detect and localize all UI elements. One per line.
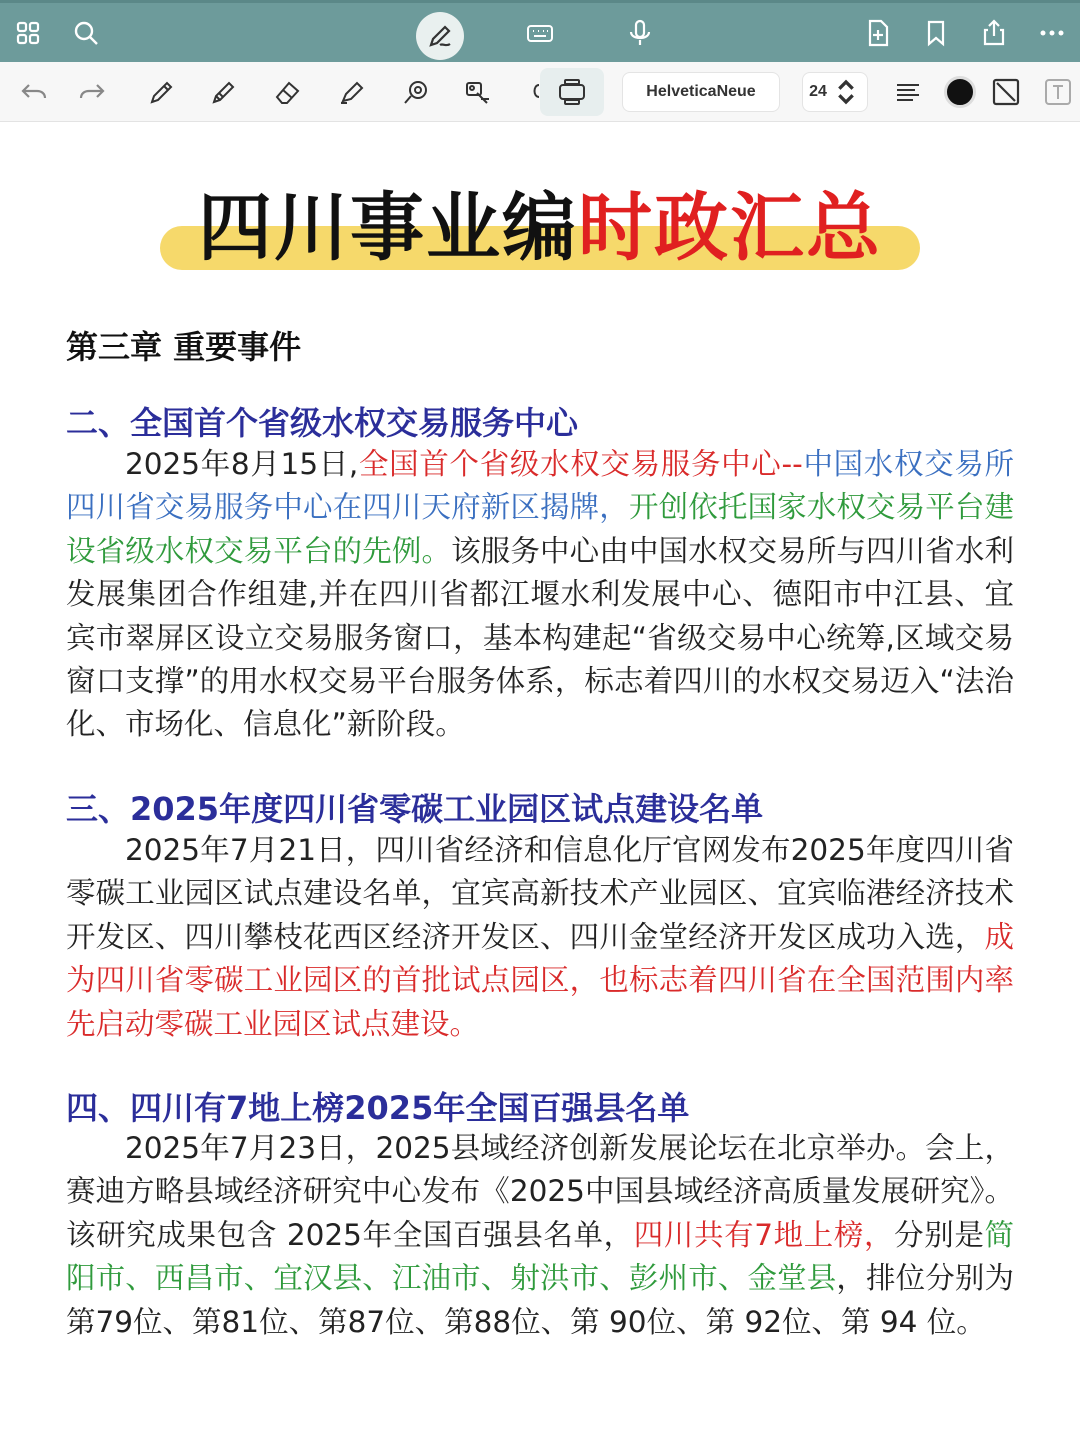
section-heading-2: 二、全国首个省级水权交易服务中心: [66, 404, 579, 442]
title-red-part: 时政汇总: [578, 185, 882, 271]
text-run-red: 四川共有7地上榜，: [633, 1217, 895, 1252]
title-block: [160, 178, 920, 278]
pen-icon[interactable]: [416, 12, 464, 60]
chapter-heading: 第三章 重要事件: [66, 328, 302, 366]
text-run-blue: 中国水权交易所四川省交易服务中心在四川天府新区揭牌，: [66, 447, 1014, 525]
tool-row: [0, 62, 1080, 122]
add-page-icon[interactable]: [860, 15, 896, 51]
text-box-icon[interactable]: [1040, 74, 1076, 110]
align-icon[interactable]: [890, 74, 926, 110]
section-body-2: [66, 443, 1014, 747]
section-body-4: [66, 1127, 1014, 1344]
pen-tool-icon[interactable]: [144, 74, 180, 110]
chevron-updown-icon: [831, 77, 861, 107]
text-run-red: 成为四川省零碳工业园区的首批试点园区，也标志着四川省在全国范围内率先启动零碳工业园区试点建设。: [66, 919, 1014, 1041]
text-run-green: 开创依托国家水权交易平台建设省级水权交易平台的先例。: [66, 490, 1014, 568]
text-run: 2025年7月21日，四川省经济和信息化厅官网发布2025年度四川省零碳工业园区试点建设名单，宜宾高新技术产业园区、宜宾临港经济技术开发区、四川攀枝花西区经济开发区、四川金堂经济开发区成功入选，: [66, 833, 1014, 954]
top-toolbar: [0, 0, 1080, 62]
keyboard-icon[interactable]: [522, 15, 558, 51]
color-icon[interactable]: [944, 76, 976, 108]
font-size-value: 24: [809, 83, 827, 100]
text-run-red: 全国首个省级水权交易服务中心--: [358, 447, 803, 481]
text-run: 分别是: [894, 1217, 985, 1252]
font-size-selector[interactable]: [802, 72, 868, 112]
text-run: 该服务中心由中国水权交易所与四川省水利发展集团合作组建,并在四川省都江堰水利发展中心、德阳市中江县、宜宾市翠屏区设立交易服务窗口，基本构建起“省级交易中心统筹,区域交易窗口支撑”的用水权交易平台服务体系，标志着四川的水权交易迈入“法治化、市场化、信息化”新阶段。: [66, 533, 1014, 742]
mic-icon[interactable]: [622, 15, 658, 51]
section-body-3: [66, 829, 1014, 1046]
image-icon[interactable]: [460, 74, 496, 110]
font-selector[interactable]: HelveticaNeue: [622, 72, 780, 112]
section-heading-4: 四、四川有7地上榜2025年全国百强县名单: [66, 1089, 690, 1127]
shape-icon[interactable]: [398, 74, 434, 110]
text-run: ，排位分别为第79位、第81位、第87位、第88位、第 90位、第 92位、第 94 位。: [66, 1261, 1014, 1339]
section-heading-3: 三、2025年度四川省零碳工业园区试点建设名单: [66, 790, 764, 828]
grid-icon[interactable]: [10, 15, 46, 51]
eraser-icon[interactable]: [270, 74, 306, 110]
text-run-green: 简阳市、西昌市、宜汉县、江油市、射洪市、彭州市、金堂县: [66, 1217, 1014, 1296]
lasso-icon[interactable]: [540, 68, 604, 116]
line-icon[interactable]: [988, 74, 1024, 110]
highlighter-icon[interactable]: [334, 74, 370, 110]
undo-icon[interactable]: [16, 74, 52, 110]
text-run: 2025年8月15日,: [125, 447, 359, 481]
pencil-icon[interactable]: [206, 74, 242, 110]
share-icon[interactable]: [976, 15, 1012, 51]
more-icon[interactable]: [1034, 15, 1070, 51]
text-run: 2025年7月23日，2025县域经济创新发展论坛在北京举办。会上，赛迪方略县域经济研究中心发布《2025中国县域经济高质量发展研究》。该研究成果包含 2025年全国百强县名单，: [66, 1131, 1014, 1252]
search-icon[interactable]: [68, 15, 104, 51]
bookmark-icon[interactable]: [918, 15, 954, 51]
page-title: [160, 178, 920, 278]
title-black-part: 四川事业编: [198, 185, 578, 271]
redo-icon[interactable]: [74, 74, 110, 110]
